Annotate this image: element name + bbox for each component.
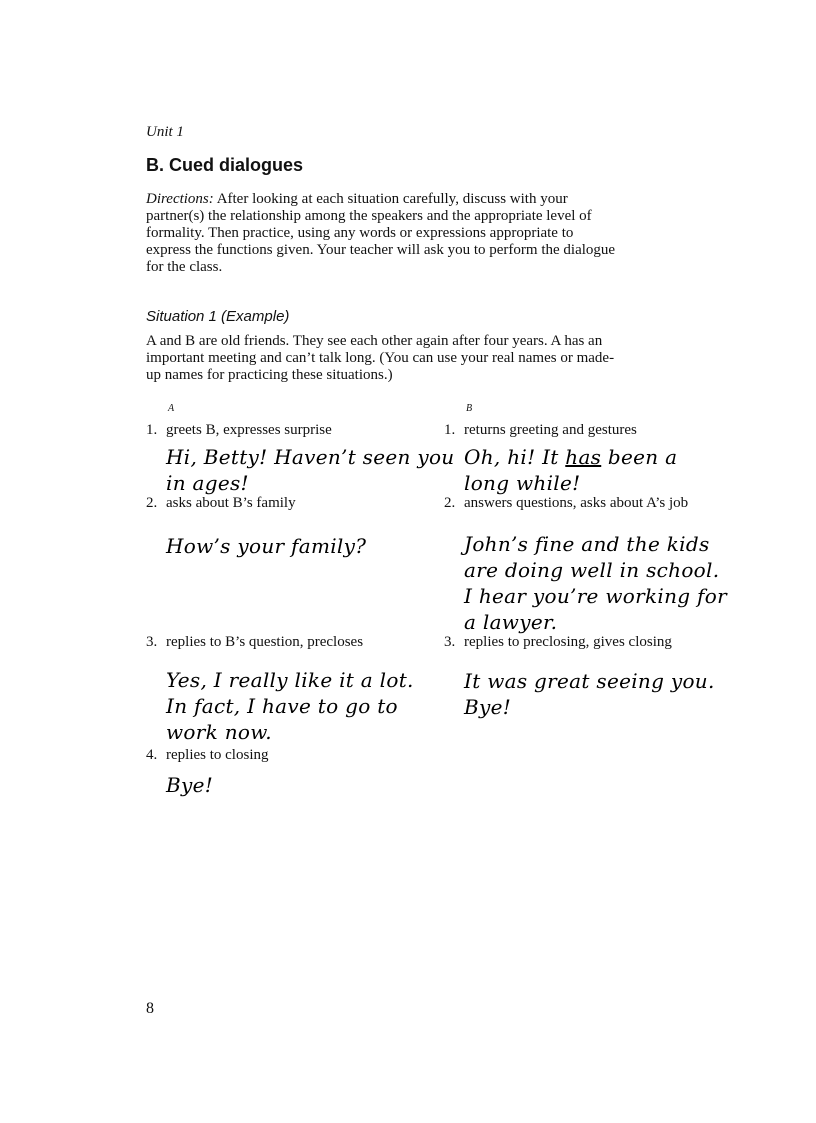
item-number: 3.: [444, 634, 456, 650]
handwritten-line: Bye!: [464, 695, 512, 719]
item-cue: greets B, expresses surprise: [166, 422, 332, 438]
handwritten-line: It was great seeing you.: [464, 669, 715, 693]
directions-paragraph: [146, 191, 616, 276]
handwritten-line: [464, 444, 677, 470]
handwritten-line: Yes, I really like it a lot.: [166, 668, 414, 692]
column-a-response-2: [166, 533, 366, 559]
column-b-response-2: [464, 531, 727, 635]
item-number: 1.: [146, 422, 158, 438]
column-a-label: A: [168, 403, 175, 414]
item-cue: replies to closing: [166, 747, 269, 763]
item-number: 2.: [444, 495, 456, 511]
handwritten-segment: been a: [601, 445, 678, 469]
column-b-response-1: [464, 444, 677, 496]
situation-title: Situation 1 (Example): [146, 308, 290, 325]
situation-description: A and B are old friends. They see each other again after four years. A has an important meeting and can’t talk long. (You can use your real names or made-up names for practicing these situations.): [146, 333, 615, 383]
handwritten-line: a lawyer.: [464, 610, 558, 634]
unit-label: Unit 1: [146, 124, 184, 140]
column-b-label: B: [466, 403, 473, 414]
handwritten-underlined-word: has: [565, 445, 602, 469]
handwritten-line: In fact, I have to go to: [166, 694, 398, 718]
item-cue: replies to B’s question, precloses: [166, 634, 364, 650]
item-cue: replies to preclosing, gives closing: [464, 634, 672, 650]
item-number: 3.: [146, 634, 158, 650]
handwritten-line: in ages!: [166, 471, 249, 495]
handwritten-line: long while!: [464, 471, 581, 495]
handwritten-line: I hear you’re working for: [464, 584, 727, 608]
item-cue: answers questions, asks about A’s job: [464, 495, 689, 511]
column-b-response-3: [464, 668, 715, 720]
item-number: 2.: [146, 495, 158, 511]
column-a-response-4: [166, 772, 213, 798]
directions-text: After looking at each situation carefully, discuss with your partner(s) the relationship among the speakers and the appropriate level of formality. Then practice, using any words or expressions appropriate to express the functions given. Your teacher will ask you to perform the dialogue for the class.: [146, 191, 616, 275]
handwritten-line: Hi, Betty! Haven’t seen you: [166, 445, 455, 469]
item-number: 4.: [146, 747, 158, 763]
handwritten-line: How’s your family?: [166, 534, 367, 558]
handwritten-line: Bye!: [166, 773, 214, 797]
column-a-response-3: [166, 667, 414, 745]
handwritten-line: are doing well in school.: [464, 558, 720, 582]
section-heading: B. Cued dialogues: [146, 155, 304, 175]
page-number: 8: [146, 1000, 154, 1017]
handwritten-line: work now.: [166, 720, 272, 744]
item-cue: returns greeting and gestures: [464, 422, 637, 438]
column-a-response-1: [166, 444, 454, 496]
handwritten-segment: Oh, hi! It: [464, 445, 566, 469]
item-cue: asks about B’s family: [166, 495, 296, 511]
directions-lead: Directions:: [146, 191, 214, 207]
item-number: 1.: [444, 422, 456, 438]
handwritten-line: John’s fine and the kids: [464, 532, 710, 556]
